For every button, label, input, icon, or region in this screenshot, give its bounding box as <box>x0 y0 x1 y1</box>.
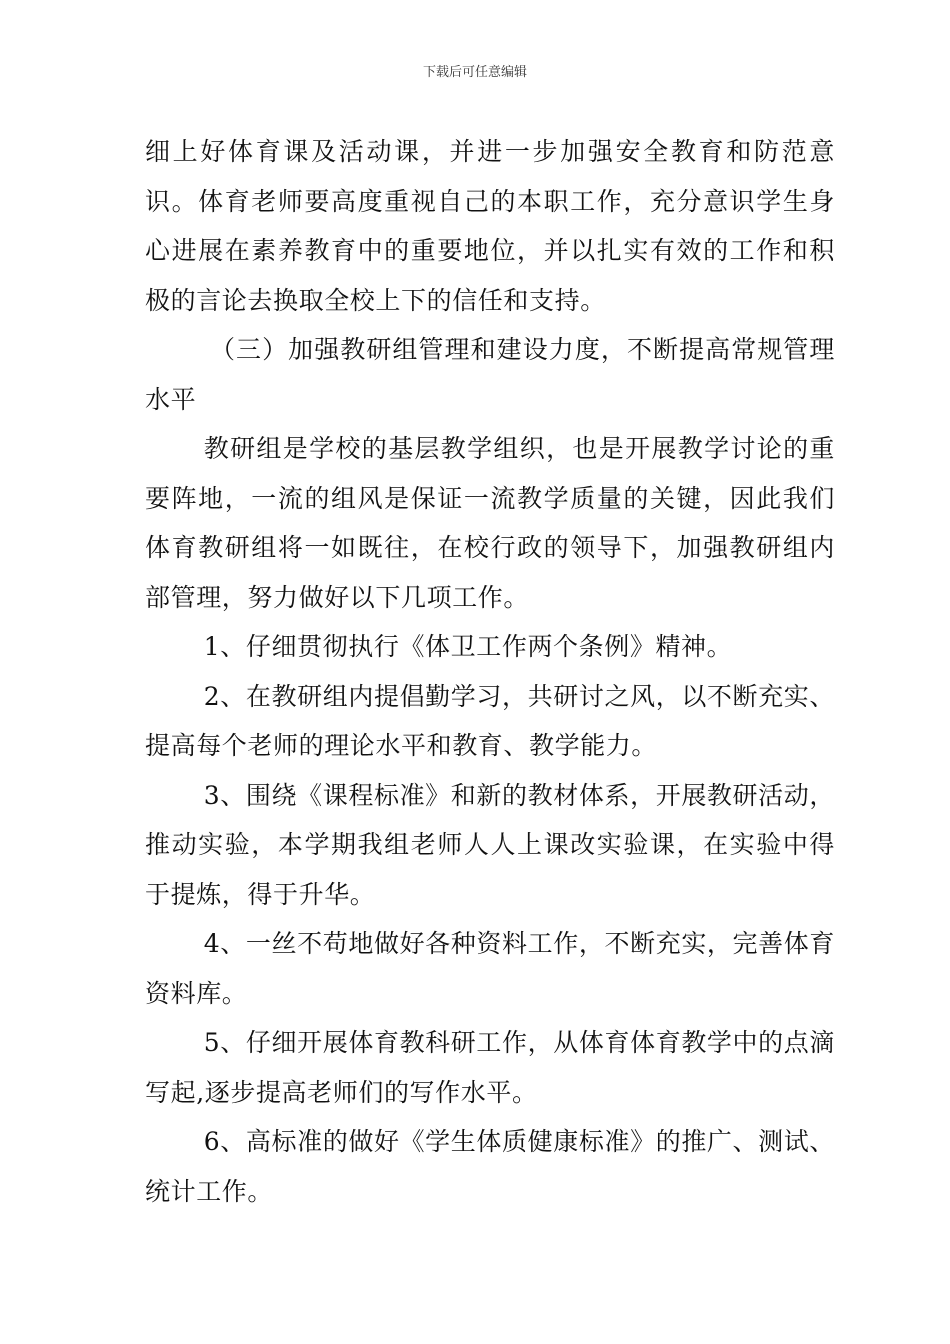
document-body <box>145 127 835 1216</box>
list-item-6: 6、高标准的做好《学生体质健康标准》的推广、测试、统计工作。 <box>145 1127 835 1206</box>
section-heading-3: （三）加强教研组管理和建设力度，不断提高常规管理水平 <box>145 335 835 414</box>
list-item-2: 2、在教研组内提倡勤学习，共研讨之风，以不断充实、提高每个老师的理论水平和教育、教学能力。 <box>145 681 835 760</box>
list-item-4: 4、一丝不苟地做好各种资料工作，不断充实，完善体育资料库。 <box>145 929 835 1008</box>
list-item-3: 3、围绕《课程标准》和新的教材体系，开展教研活动，推动实验，本学期我组老师人人上课改实验课，在实验中得于提炼，得于升华。 <box>145 780 835 909</box>
list-item-5: 5、仔细开展体育教科研工作，从体育体育教学中的点滴写起,逐步提高老师们的写作水平。 <box>145 1028 835 1107</box>
list-item-1: 1、仔细贯彻执行《体卫工作两个条例》精神。 <box>203 632 733 661</box>
paragraph-continuation: 细上好体育课及活动课，并进一步加强安全教育和防范意识。体育老师要高度重视自己的本职工作，充分意识学生身心进展在素养教育中的重要地位，并以扎实有效的工作和积极的言论去换取全校上下的信任和支持。 <box>145 137 835 315</box>
paragraph-teaching-group: 教研组是学校的基层教学组织，也是开展教学讨论的重要阵地，一流的组风是保证一流教学质量的关键，因此我们体育教研组将一如既往，在校行政的领导下，加强教研组内部管理，努力做好以下几项工作。 <box>145 434 835 612</box>
page-header-note: 下载后可任意编辑 <box>422 65 527 80</box>
